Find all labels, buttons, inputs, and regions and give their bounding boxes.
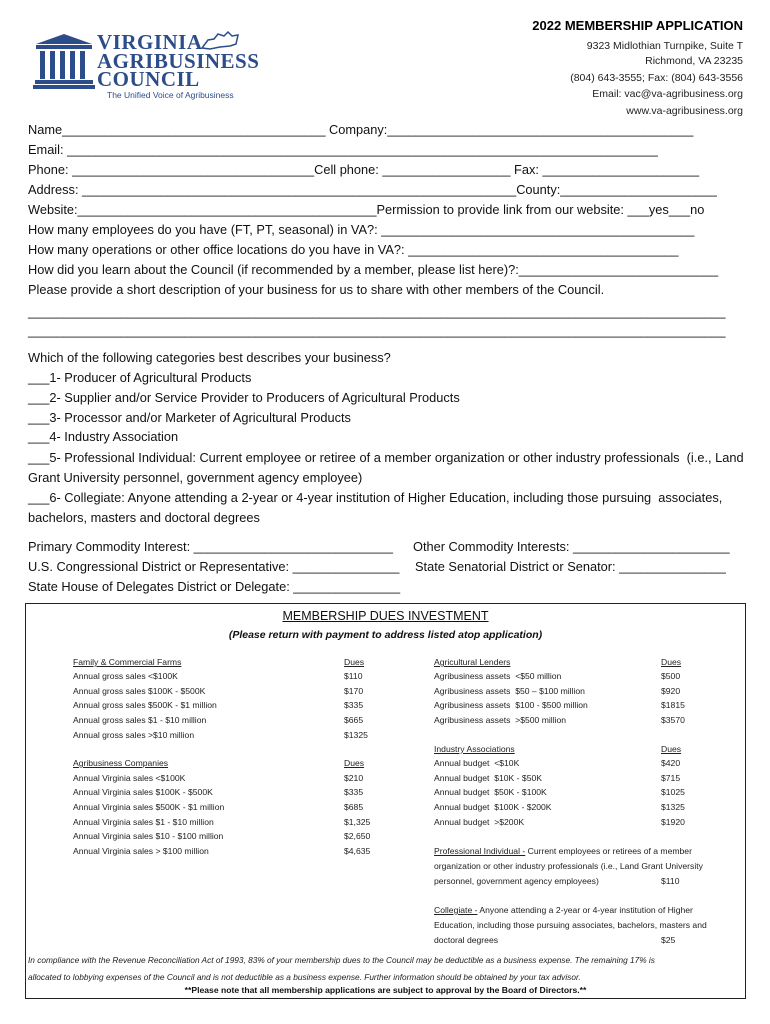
agribusiness-row-label: Annual Virginia sales $10 - $100 million bbox=[73, 831, 224, 841]
collegiate-line-2: Education, including those pursuing associates, bachelors, masters and bbox=[434, 920, 707, 930]
category-option-5[interactable]: ___5- Professional Individual: Current employee or retiree of a member organization or other industry professionals (i.e., Land bbox=[28, 450, 744, 465]
email-address: Email: vac@va-agribusiness.org bbox=[592, 88, 743, 100]
agribusiness-row-amount: $2,650 bbox=[344, 831, 371, 841]
family-row-label: Annual gross sales >$10 million bbox=[73, 730, 195, 740]
category-option-5-cont: Grant University personnel, government agency employee) bbox=[28, 470, 363, 485]
description-prompt: Please provide a short description of your business for us to share with other members of the Council. bbox=[28, 282, 605, 297]
operations-field[interactable]: How many operations or other office locations do you have in VA?: ______________________________________ bbox=[28, 242, 679, 257]
collegiate-line-1 bbox=[434, 905, 693, 915]
lenders-row-amount: $920 bbox=[661, 686, 681, 696]
family-row-label: Annual gross sales $100K - $500K bbox=[73, 686, 206, 696]
agribusiness-row-amount: $685 bbox=[344, 802, 364, 812]
lenders-row-label: Agribusiness assets >$500 million bbox=[434, 715, 567, 725]
lenders-row-amount: $3570 bbox=[661, 715, 685, 725]
agribusiness-row-amount: $210 bbox=[344, 773, 364, 783]
council-logo bbox=[32, 30, 260, 102]
category-option-6-cont: bachelors, masters and doctoral degrees bbox=[28, 510, 260, 525]
application-title: 2022 MEMBERSHIP APPLICATION bbox=[532, 18, 743, 33]
associations-dues-header: Dues bbox=[661, 744, 682, 754]
collegiate-label: Collegiate - bbox=[434, 905, 478, 915]
category-option-6[interactable]: ___6- Collegiate: Anyone attending a 2-year or 4-year institution of Higher Education, including those pursuing associates, bbox=[28, 490, 723, 505]
associations-header: Industry Associations bbox=[434, 744, 515, 754]
family-farms-dues-header: Dues bbox=[344, 657, 365, 667]
other-commodity-field[interactable]: Other Commodity Interests: ______________________ bbox=[413, 539, 730, 554]
lenders-header: Agricultural Lenders bbox=[434, 657, 511, 667]
associations-row-amount: $1025 bbox=[661, 787, 685, 797]
name-company-field[interactable]: Name_____________________________________ Company:___________________________________________ bbox=[28, 122, 694, 137]
family-row-amount: $170 bbox=[344, 686, 364, 696]
congressional-district-field[interactable]: U.S. Congressional District or Representative: _______________ bbox=[28, 559, 400, 574]
category-option-3[interactable]: ___3- Processor and/or Marketer of Agricultural Products bbox=[28, 410, 351, 425]
associations-row-label: Annual budget $10K - $50K bbox=[434, 773, 542, 783]
address-line-1: 9323 Midlothian Turnpike, Suite T bbox=[586, 40, 743, 52]
website-field[interactable]: Website:__________________________________________Permission to provide link from our website: ___yes___no bbox=[28, 202, 705, 217]
professional-text: Current employees or retirees of a member bbox=[525, 846, 692, 856]
agribusiness-row-label: Annual Virginia sales $500K - $1 million bbox=[73, 802, 225, 812]
delegates-district-field[interactable]: State House of Delegates District or Delegate: _______________ bbox=[28, 579, 401, 594]
family-row-label: Annual gross sales <$100K bbox=[73, 671, 178, 681]
lenders-row-label: Agribusiness assets $100 - $500 million bbox=[434, 700, 588, 710]
virginia-map-icon bbox=[200, 30, 240, 52]
lenders-row-label: Agribusiness assets <$50 million bbox=[434, 671, 562, 681]
logo-line-virginia: VIRGINIA bbox=[97, 30, 203, 54]
agribusiness-dues-header: Dues bbox=[344, 758, 365, 768]
professional-amount: $110 bbox=[661, 876, 680, 886]
agribusiness-row-amount: $335 bbox=[344, 787, 364, 797]
dues-investment-box bbox=[25, 603, 746, 999]
associations-row-amount: $420 bbox=[661, 758, 681, 768]
agribusiness-header: Agribusiness Companies bbox=[73, 758, 169, 768]
professional-line-2: organization or other industry professionals (i.e., Land Grant University bbox=[434, 861, 703, 871]
description-line-2[interactable]: __________________________________________________________________________________________________ bbox=[28, 323, 726, 338]
capitol-building-icon bbox=[32, 30, 96, 90]
referral-field[interactable]: How did you learn about the Council (if recommended by a member, please list here)?:____________________________ bbox=[28, 262, 719, 277]
associations-row-label: Annual budget $50K - $100K bbox=[434, 787, 547, 797]
senatorial-district-field[interactable]: State Senatorial District or Senator: _______________ bbox=[415, 559, 726, 574]
family-row-amount: $110 bbox=[344, 671, 363, 681]
address-line-2: Richmond, VA 23235 bbox=[645, 55, 743, 67]
address-field[interactable]: Address: _____________________________________________________________County:______________________ bbox=[28, 182, 717, 197]
professional-line-1 bbox=[434, 846, 692, 856]
category-option-1[interactable]: ___1- Producer of Agricultural Products bbox=[28, 370, 252, 385]
approval-note: **Please note that all membership applications are subject to approval by the Board of Directors.** bbox=[184, 985, 587, 995]
agribusiness-row-amount: $1,325 bbox=[344, 817, 371, 827]
family-row-label: Annual gross sales $500K - $1 million bbox=[73, 700, 217, 710]
family-row-amount: $335 bbox=[344, 700, 364, 710]
dues-subtitle bbox=[26, 629, 745, 641]
associations-row-amount: $715 bbox=[661, 773, 681, 783]
professional-label: Professional Individual - bbox=[434, 846, 526, 856]
agribusiness-row-label: Annual Virginia sales $1 - $10 million bbox=[73, 817, 214, 827]
categories-prompt: Which of the following categories best describes your business? bbox=[28, 350, 391, 365]
compliance-line-2: allocated to lobbying expenses of the Council and is not deductible as a business expense. Further information should be obtained by your tax advisor. bbox=[28, 972, 581, 982]
family-row-amount: $665 bbox=[344, 715, 364, 725]
primary-commodity-field[interactable]: Primary Commodity Interest: ____________________________ bbox=[28, 539, 393, 554]
associations-row-label: Annual budget <$10K bbox=[434, 758, 520, 768]
associations-row-label: Annual budget >$200K bbox=[434, 817, 525, 827]
family-row-label: Annual gross sales $1 - $10 million bbox=[73, 715, 207, 725]
lenders-row-label: Agribusiness assets $50 – $100 million bbox=[434, 686, 585, 696]
family-row-amount: $1325 bbox=[344, 730, 368, 740]
email-field[interactable]: Email: ___________________________________________________________________________________ bbox=[28, 142, 658, 157]
professional-line-3: personnel, government agency employees) bbox=[434, 876, 599, 886]
lenders-row-amount: $500 bbox=[661, 671, 681, 681]
agribusiness-row-label: Annual Virginia sales $100K - $500K bbox=[73, 787, 213, 797]
collegiate-line-3: doctoral degrees bbox=[434, 935, 499, 945]
agribusiness-row-amount: $4,635 bbox=[344, 846, 371, 856]
compliance-note bbox=[28, 952, 744, 986]
collegiate-text: Anyone attending a 2-year or 4-year institution of Higher bbox=[477, 905, 693, 915]
agribusiness-row-label: Annual Virginia sales > $100 million bbox=[73, 846, 209, 856]
agribusiness-row-label: Annual Virginia sales <$100K bbox=[73, 773, 186, 783]
category-option-2[interactable]: ___2- Supplier and/or Service Provider to Producers of Agricultural Products bbox=[28, 390, 460, 405]
employees-field[interactable]: How many employees do you have (FT, PT, seasonal) in VA?: ____________________________________________ bbox=[28, 222, 695, 237]
lenders-dues-header: Dues bbox=[661, 657, 682, 667]
dues-title: MEMBERSHIP DUES INVESTMENT bbox=[282, 609, 489, 623]
dues-subtitle-text: (Please return with payment to address listed atop application) bbox=[228, 629, 543, 641]
compliance-line-1: In compliance with the Revenue Reconciliation Act of 1993, 83% of your membership dues to the Council may be deductible as a business expense. The remaining 17% is bbox=[28, 955, 655, 965]
logo-line-agribusiness: AGRIBUSINESS bbox=[97, 49, 260, 73]
family-farms-header: Family & Commercial Farms bbox=[73, 657, 182, 667]
phone-field[interactable]: Phone: __________________________________Cell phone: __________________ Fax: ______________________ bbox=[28, 162, 700, 177]
category-option-4[interactable]: ___4- Industry Association bbox=[28, 429, 179, 444]
logo-line-council: COUNCIL bbox=[97, 67, 200, 91]
collegiate-amount: $25 bbox=[661, 935, 676, 945]
description-line-1[interactable]: __________________________________________________________________________________________________ bbox=[28, 304, 726, 319]
associations-row-amount: $1325 bbox=[661, 802, 685, 812]
associations-row-label: Annual budget $100K - $200K bbox=[434, 802, 552, 812]
lenders-row-amount: $1815 bbox=[661, 700, 685, 710]
phone-fax: (804) 643-3555; Fax: (804) 643-3556 bbox=[570, 72, 743, 84]
associations-row-amount: $1920 bbox=[661, 817, 685, 827]
logo-tagline: The Unified Voice of Agribusiness bbox=[107, 90, 234, 100]
website-address[interactable]: www.va-agribusiness.org bbox=[626, 105, 743, 117]
